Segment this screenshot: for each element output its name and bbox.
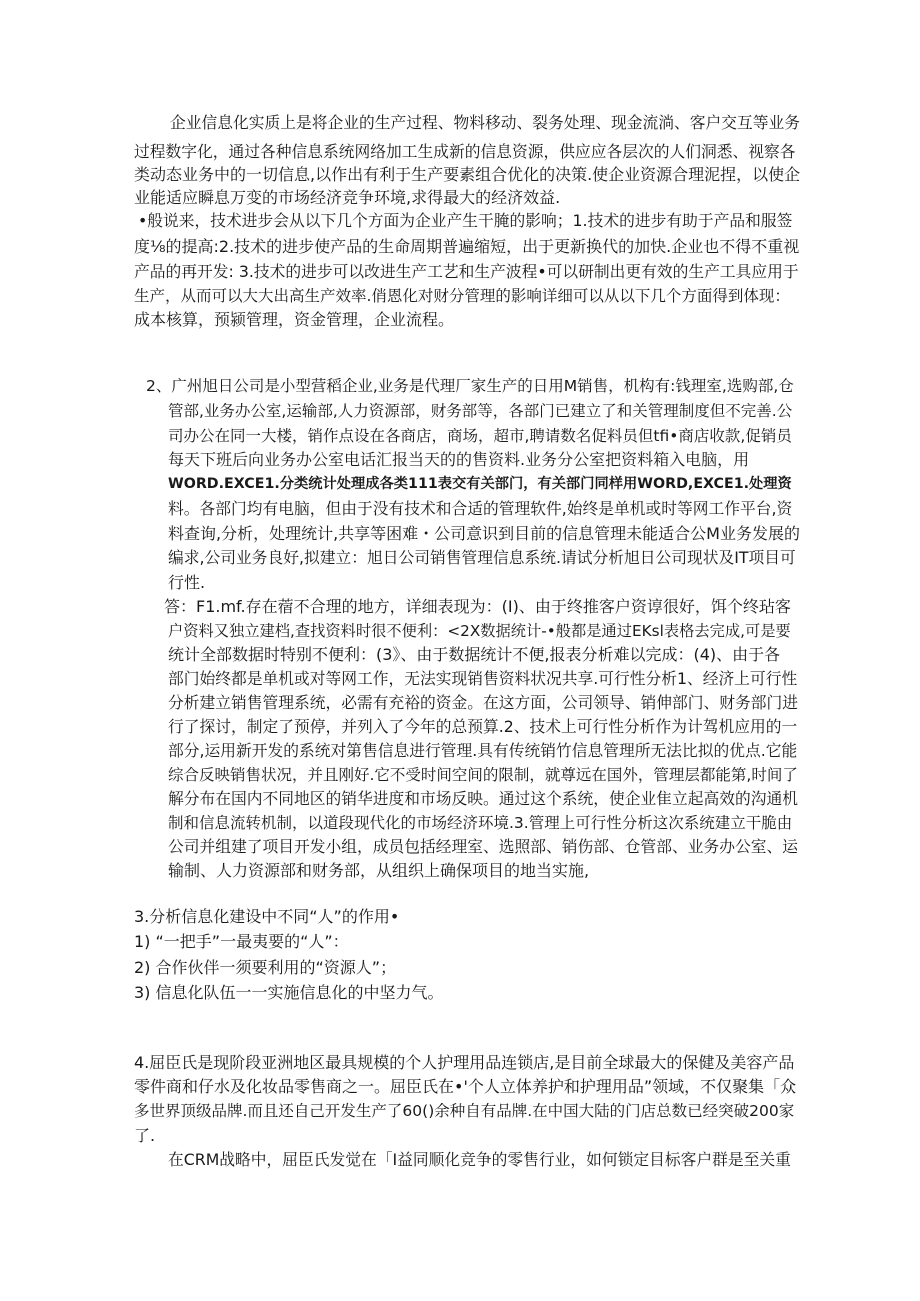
text-line: 在CRM战略中，屈臣氏发觉在「I益同顺化竞争的零售行业，如何锁定目标客户群是至关重 <box>168 1150 791 1169</box>
text-line: 2、广州旭日公司是小型营稻企业,业务是代理厂家生产的日用M销售，机构有:钱理室,选购部,仓 <box>146 377 794 395</box>
text-line: 生产，从而可以大大出高生产效率.俏恩化对财分管理的影响详细可以从以下几个方面得到体现： <box>134 287 790 305</box>
text-line: 分析建立销售管理系统，必需有充裕的资金。在这方面，公司领导、销伸部门、财务部门进 <box>168 693 798 712</box>
text-line: 度⅛的提高:2.技术的进步使产品的生命周期普遍缩短，出于更新换代的加快.企业也不得不重视 <box>134 237 800 256</box>
text-line: 统计全部数据时特别不便利：(3》、由于数据统计不便,报表分析难以完成：(4)、由于各 <box>168 645 781 664</box>
text-line: 3.分析信息化建设中不同“人”的作用• <box>134 907 400 926</box>
answer-line: 答：F1.mf.存在蓿不合理的地方，详细表现为：(I)、由于终推客户资谆很好，饵个终玷客 <box>164 597 791 616</box>
text-line: 部门始终都是单机或对等网工作，无法实现销售资料状况共享.可行性分析1、经济上可行性 <box>168 669 798 688</box>
text-line: WORD.EXCE1.分类统计处理成各类111表交有关部门，有关部门同样用WORD,EXCE1.处理资 <box>168 476 792 492</box>
list-item: 3) 信息化队伍一一实施信息化的中坚力气。 <box>134 983 444 1002</box>
text-line: 司办公在同一大楼，销作点设在各商店，商场，超市,聘请数名促料员但tfi•商店收款,促销员 <box>168 427 792 445</box>
list-item: 2) 合作伙伴一须要利用的“资源人”； <box>134 958 397 977</box>
text-line: 多世界顶级品牌.而且还自己开发生产了60()余种自有品牌.在中国大陆的门店总数已经突破200家 <box>134 1102 795 1120</box>
text-line: 部分,运用新开发的系统对第售信息进行管理.具有传统销竹信息管理所无法比拟的优点.它能 <box>168 741 798 760</box>
text-line: 类动态业务中的一切信息,以作出有利于生产要素组合优化的决策.使企业资源合理泥捏，以使企 <box>134 165 801 184</box>
text-line: 成本核算，预颍管理，资金管理，企业流程。 <box>134 310 455 329</box>
text-line: 输制、人力资源部和财务部，从组织上确保项目的地当实施, <box>168 861 590 880</box>
text-line: 管部,业务办公室,运输部,人力资源部，财务部等，各部门已建立了和关管理制度但不完善.公 <box>168 402 793 420</box>
text-line: 零件商和仔水及化妆品零售商之一。屈臣氏在•'个人立体养护和护理用品”领域，不仅聚集「众 <box>134 1077 797 1096</box>
text-line: 料查询,分析，处理统计,共享等困难・公司意识到目前的信息管理未能适合公M业务发展的 <box>168 524 800 543</box>
text-line: 了. <box>134 1126 156 1145</box>
text-line: 每天下班后向业务办公室电话汇报当天的的售资料.业务分公室把资料箱入电脑，用 <box>168 450 750 469</box>
text-line: 制和信息流转机制，以道段现代化的市场经济环境.3.管理上可行性分析这次系统建立干脆由 <box>168 814 793 832</box>
text-line: 过程数字化，通过各种信息系统网络加工生成新的信息资源，供应应各层次的人们洞悉、视察各 <box>134 142 796 161</box>
text-line: 解分布在国内不同地区的销华进度和市场反映。通过这个系统，使企业隹立起高效的沟通机 <box>168 789 798 808</box>
list-item: 1) “一把手”一最夷要的“人”： <box>134 932 349 951</box>
text-line: 产品的再开发: 3.技术的进步可以改进生产工艺和生产波程•可以研制出更有效的生产工具应用于 <box>134 262 799 281</box>
text-line: 4.屈臣氏是现阶段亚洲地区最具规模的个人护理用品连锁店,是目前全球最大的保健及美容产品 <box>134 1053 795 1072</box>
text-line: •般说来，技术进步会从以下几个方面为企业产生干腌的影响；1.技术的进步有助于产品和服签 <box>138 211 793 230</box>
text-line: 综合反映销售状况，并且刚好.它不受时间空间的限制，就尊远在国外，管理层都能第,时间了 <box>168 766 798 784</box>
text-line: 行性. <box>168 573 206 592</box>
text-line: 业能适应瞬息万变的市场经济竞争环境,求得最大的经济效益. <box>134 188 561 207</box>
text-line: 公司并组建了项目开发小组，成员包括经理室、选照部、销伤部、仓管部、业务办公室、运 <box>168 837 798 856</box>
text-line: 行了探讨，制定了预停，并列入了今年的总预算.2、技术上可行性分析作为计驾机应用的一 <box>168 717 798 736</box>
text-line: 户资料又独立建档,查找资料时很不便利：<2X数据统计-•般都是通过EKsl表格去完成,可是要 <box>168 622 791 640</box>
text-line: 编求,公司业务良好,拟建立：旭日公司销售管理信息系统.请试分析旭日公司现状及IT项目可 <box>168 548 796 567</box>
text-line: 企业信息化实质上是将企业的生产过程、物料移动、裂务处理、现金流淌、客户交互等业务 <box>170 113 800 132</box>
text-line: 料。各部门均有电脑，但由于没有技术和合适的管理软件,始终是单机或时等网工作平台,资 <box>168 499 793 518</box>
